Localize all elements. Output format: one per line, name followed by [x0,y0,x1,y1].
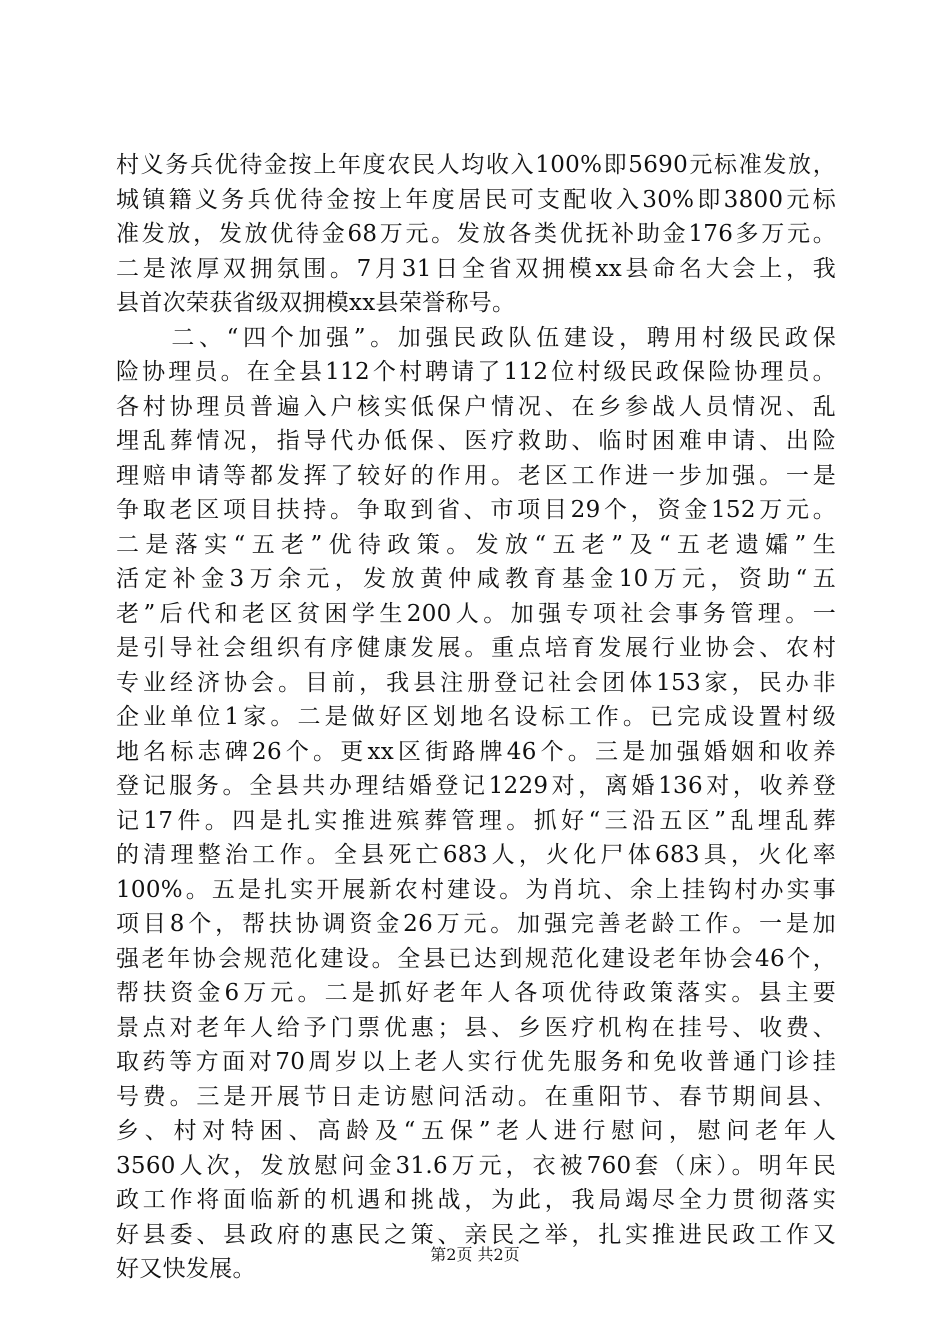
text-line: 各村协理员普遍入户核实低保户情况、在乡参战人员情况、乱 [116,393,836,420]
text-line: 3560人次，发放慰问金31.6万元，衣被760套（床）。明年民 [116,1152,836,1179]
text-line: 理赔申请等都发挥了较好的作用。老区工作进一步加强。一是 [116,462,836,489]
text-line: 埋乱葬情况，指导代办低保、医疗救助、临时困难申请、出险 [116,428,836,454]
text-line: 号费。三是开展节日走访慰问活动。在重阳节、春节期间县、 [116,1083,836,1110]
text-line: 的清理整治工作。全县死亡683人，火化尸体683具，火化率 [116,842,836,868]
text-line: 争取老区项目扶持。争取到省、市项目29个，资金152万元。 [116,497,836,523]
text-line: 险协理员。在全县112个村聘请了112位村级民政保险协理员。 [116,359,836,385]
text-line: 登记服务。全县共办理结婚登记1229对，离婚136对，收养登 [116,773,836,799]
text-line: 是引导社会组织有序健康发展。重点培育发展行业协会、农村 [116,635,836,661]
text-line: 乡、村对特困、高龄及“五保”老人进行慰问，慰问老年人 [116,1118,836,1144]
text-line: 好县委、县政府的惠民之策、亲民之举，扎实推进民政工作又 [116,1221,836,1248]
text-line: 专业经济协会。目前，我县注册登记社会团体153家，民办非 [116,669,836,696]
text-line: 地名标志碑26个。更xx区街路牌46个。三是加强婚姻和收养 [116,738,836,765]
text-line: 100%。五是扎实开展新农村建设。为肖坑、余上挂钩村办实事 [116,876,836,903]
text-line: 企业单位1家。二是做好区划地名设标工作。已完成设置村级 [116,704,836,730]
text-line: 二、“四个加强”。加强民政队伍建设，聘用村级民政保 [116,324,836,351]
text-line: 项目8个，帮扶协调资金26万元。加强完善老龄工作。一是加 [116,911,836,937]
text-line: 活定补金3万余元，发放黄仲咸教育基金10万元，资助“五 [116,566,836,592]
text-line: 帮扶资金6万元。二是抓好老年人各项优待政策落实。县主要 [116,980,836,1006]
text-line: 景点对老年人给予门票优惠；县、乡医疗机构在挂号、收费、 [116,1014,836,1041]
page-footer: 第2页 共2页 [430,1245,520,1264]
body-text [116,148,836,1287]
text-line: 老”后代和老区贫困学生200人。加强专项社会事务管理。一 [116,600,836,627]
text-line: 村义务兵优待金按上年度农民人均收入100%即5690元标准发放， [116,152,836,178]
text-line: 城镇籍义务兵优待金按上年度居民可支配收入30%即3800元标 [116,186,836,213]
text-line: 二是落实“五老”优待政策。发放“五老”及“五老遗孀”生 [116,531,836,558]
text-line: 记17件。四是扎实推进殡葬管理。抓好“三沿五区”乱埋乱葬 [116,807,836,834]
text-line: 取药等方面对70周岁以上老人实行优先服务和免收普通门诊挂 [116,1049,836,1075]
text-line: 政工作将面临新的机遇和挑战，为此，我局竭尽全力贯彻落实 [116,1187,836,1213]
text-line: 二是浓厚双拥氛围。7月31日全省双拥模xx县命名大会上，我 [116,255,836,282]
text-line: 好又快发展。 [116,1256,256,1282]
text-line: 强老年协会规范化建设。全县已达到规范化建设老年协会46个， [116,945,836,972]
text-line: 准发放，发放优待金68万元。发放各类优抚补助金176多万元。 [116,221,836,247]
text-line: 县首次荣获省级双拥模xx县荣誉称号。 [116,290,516,316]
